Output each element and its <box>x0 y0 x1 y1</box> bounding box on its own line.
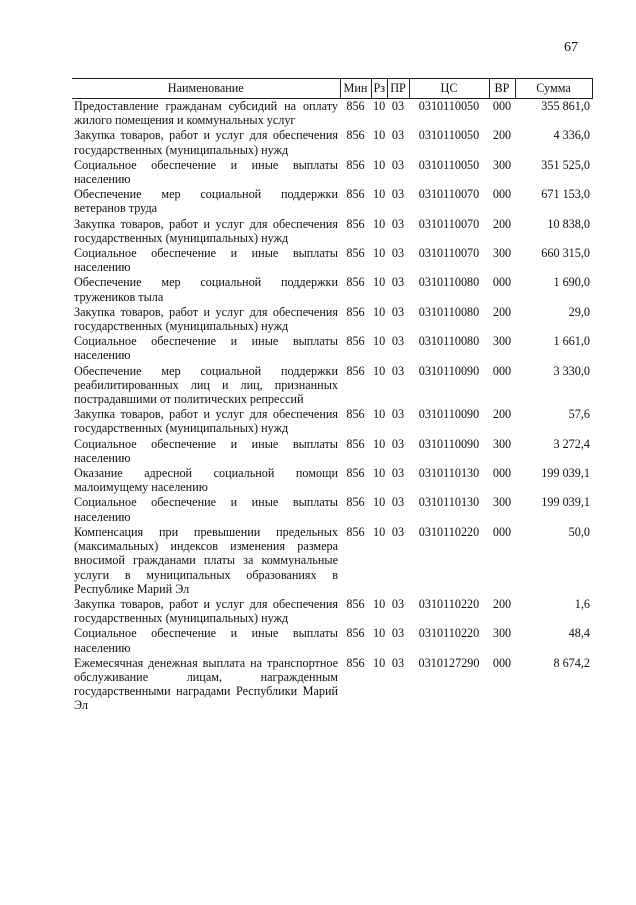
cell-name: Закупка товаров, работ и услуг для обеспечения государственных (муниципальных) нужд <box>74 407 338 436</box>
cell-min: 856 <box>346 436 365 451</box>
header-sum: Сумма <box>515 79 592 99</box>
cell-min: 856 <box>346 334 365 349</box>
cell-sum: 3 330,0 <box>553 363 590 378</box>
table-row <box>72 275 592 304</box>
cell-vr: 300 <box>492 626 512 641</box>
cell-name: Закупка товаров, работ и услуг для обеспечения государственных (муниципальных) нужд <box>74 596 338 626</box>
cell-sum: 671 153,0 <box>541 187 590 202</box>
cell-vr: 000 <box>492 99 512 113</box>
cell-rz: 10 <box>373 436 386 451</box>
cell-sum: 57,6 <box>568 407 590 422</box>
cell-rz: 10 <box>373 187 386 202</box>
cell-min: 856 <box>346 407 365 422</box>
cell-pr: 03 <box>391 655 405 670</box>
table-row <box>72 495 592 524</box>
cell-cs: 0310110090 <box>418 363 480 378</box>
cell-min: 856 <box>346 304 365 319</box>
cell-sum: 351 525,0 <box>541 157 590 172</box>
cell-rz: 10 <box>373 275 386 290</box>
cell-pr: 03 <box>391 216 405 231</box>
table-row <box>72 246 592 275</box>
cell-min: 856 <box>346 187 365 202</box>
cell-vr: 300 <box>492 334 512 349</box>
cell-sum: 1 690,0 <box>553 275 590 290</box>
header-rz: Рз <box>371 79 387 99</box>
cell-cs: 0310110130 <box>418 495 480 510</box>
cell-rz: 10 <box>373 466 386 481</box>
cell-name: Социальное обеспечение и иные выплаты населению <box>74 334 338 363</box>
cell-name: Обеспечение мер социальной поддержки ветеранов труда <box>74 187 338 216</box>
table-row <box>72 466 592 495</box>
cell-rz: 10 <box>373 216 386 231</box>
cell-cs: 0310110050 <box>418 157 480 172</box>
cell-min: 856 <box>346 363 365 378</box>
cell-min: 856 <box>346 157 365 172</box>
cell-cs: 0310110080 <box>418 334 480 349</box>
header-min: Мин <box>340 79 371 99</box>
cell-pr: 03 <box>391 466 405 481</box>
cell-name: Социальное обеспечение и иные выплаты населению <box>74 626 338 655</box>
budget-table <box>72 78 593 714</box>
cell-rz: 10 <box>373 334 386 349</box>
cell-vr: 300 <box>492 246 512 261</box>
cell-min: 856 <box>346 495 365 510</box>
cell-vr: 200 <box>492 128 512 143</box>
cell-pr: 03 <box>391 436 405 451</box>
cell-name: Ежемесячная денежная выплата на транспортное обслуживание лицам, награжденным государственными наградами Республики Марий Эл <box>74 655 338 713</box>
cell-vr: 000 <box>492 524 512 539</box>
cell-min: 856 <box>346 99 365 113</box>
cell-cs: 0310110070 <box>418 187 480 202</box>
table-row <box>72 305 592 334</box>
table-row <box>72 656 592 714</box>
table-row <box>72 626 592 655</box>
cell-sum: 660 315,0 <box>541 246 590 261</box>
cell-pr: 03 <box>391 246 405 261</box>
cell-name: Предоставление гражданам субсидий на оплату жилого помещения и коммунальных услуг <box>74 99 338 128</box>
cell-name: Социальное обеспечение и иные выплаты населению <box>74 157 338 187</box>
cell-sum: 355 861,0 <box>541 99 590 113</box>
cell-sum: 1,6 <box>574 596 590 611</box>
cell-pr: 03 <box>391 524 405 539</box>
cell-rz: 10 <box>373 128 386 143</box>
cell-name: Социальное обеспечение и иные выплаты населению <box>74 495 338 524</box>
cell-vr: 000 <box>492 655 512 670</box>
cell-cs: 0310127290 <box>418 655 480 670</box>
table-row <box>72 525 592 597</box>
cell-sum: 199 039,1 <box>541 466 590 481</box>
cell-cs: 0310110220 <box>418 626 480 641</box>
cell-rz: 10 <box>373 304 386 319</box>
cell-sum: 4 336,0 <box>553 128 590 143</box>
header-cs: ЦС <box>409 79 489 99</box>
cell-pr: 03 <box>391 334 405 349</box>
cell-vr: 000 <box>492 466 512 481</box>
cell-name: Обеспечение мер социальной поддержки реабилитированных лиц и лиц, признанных пострадавшими от политических репрессий <box>74 363 338 407</box>
cell-cs: 0310110090 <box>418 407 480 422</box>
cell-sum: 8 674,2 <box>553 655 590 670</box>
cell-pr: 03 <box>391 596 405 611</box>
cell-sum: 29,0 <box>568 304 590 319</box>
cell-name: Закупка товаров, работ и услуг для обеспечения государственных (муниципальных) нужд <box>74 304 338 334</box>
table-row <box>72 158 592 187</box>
cell-cs: 0310110080 <box>418 275 480 290</box>
cell-rz: 10 <box>373 363 386 378</box>
cell-sum: 50,0 <box>568 524 590 539</box>
cell-name: Компенсация при превышении предельных (максимальных) индексов изменения размера вносимой гражданами платы за коммунальные услуги в муниципальных образованиях в Республике Марий Эл <box>74 524 338 596</box>
cell-cs: 0310110070 <box>418 246 480 261</box>
cell-pr: 03 <box>391 157 405 172</box>
cell-name: Социальное обеспечение и иные выплаты населению <box>74 246 338 275</box>
page-number: 67 <box>564 40 578 55</box>
cell-cs: 0310110220 <box>418 524 480 539</box>
cell-vr: 300 <box>492 495 512 510</box>
cell-pr: 03 <box>391 363 405 378</box>
cell-min: 856 <box>346 596 365 611</box>
cell-vr: 300 <box>492 157 512 172</box>
cell-rz: 10 <box>373 626 386 641</box>
table-row <box>72 364 592 408</box>
cell-pr: 03 <box>391 128 405 143</box>
header-pr: ПР <box>387 79 409 99</box>
cell-sum: 3 272,4 <box>553 436 590 451</box>
table-row <box>72 128 592 157</box>
cell-cs: 0310110050 <box>418 99 480 113</box>
cell-sum: 48,4 <box>568 626 590 641</box>
cell-vr: 200 <box>492 407 512 422</box>
table-row <box>72 437 592 466</box>
cell-vr: 000 <box>492 275 512 290</box>
cell-rz: 10 <box>373 495 386 510</box>
table-row <box>72 187 592 216</box>
cell-sum: 10 838,0 <box>547 216 590 231</box>
cell-vr: 200 <box>492 596 512 611</box>
cell-rz: 10 <box>373 655 386 670</box>
cell-pr: 03 <box>391 187 405 202</box>
cell-cs: 0310110130 <box>418 466 480 481</box>
cell-sum: 1 661,0 <box>553 334 590 349</box>
cell-vr: 200 <box>492 216 512 231</box>
table-row <box>72 597 592 626</box>
cell-cs: 0310110220 <box>418 596 480 611</box>
cell-vr: 000 <box>492 363 512 378</box>
cell-cs: 0310110070 <box>418 216 480 231</box>
cell-name: Социальное обеспечение и иные выплаты населению <box>74 436 338 465</box>
cell-pr: 03 <box>391 495 405 510</box>
cell-vr: 200 <box>492 304 512 319</box>
cell-pr: 03 <box>391 304 405 319</box>
header-vr: ВР <box>489 79 515 99</box>
cell-rz: 10 <box>373 246 386 261</box>
table-header-row <box>72 79 592 99</box>
cell-min: 856 <box>346 524 365 539</box>
cell-name: Оказание адресной социальной помощи малоимущему населению <box>74 466 338 495</box>
cell-pr: 03 <box>391 407 405 422</box>
table-row <box>72 217 592 246</box>
table-row <box>72 99 592 129</box>
cell-min: 856 <box>346 655 365 670</box>
cell-name: Обеспечение мер социальной поддержки тружеников тыла <box>74 275 338 304</box>
cell-min: 856 <box>346 246 365 261</box>
cell-min: 856 <box>346 216 365 231</box>
header-name: Наименование <box>72 79 340 99</box>
cell-min: 856 <box>346 626 365 641</box>
cell-rz: 10 <box>373 524 386 539</box>
cell-rz: 10 <box>373 407 386 422</box>
cell-cs: 0310110080 <box>418 304 480 319</box>
table-row <box>72 334 592 363</box>
cell-name: Закупка товаров, работ и услуг для обеспечения государственных (муниципальных) нужд <box>74 128 338 157</box>
cell-rz: 10 <box>373 157 386 172</box>
cell-min: 856 <box>346 128 365 143</box>
cell-min: 856 <box>346 466 365 481</box>
table-row <box>72 407 592 436</box>
cell-pr: 03 <box>391 626 405 641</box>
cell-vr: 300 <box>492 436 512 451</box>
cell-cs: 0310110050 <box>418 128 480 143</box>
cell-cs: 0310110090 <box>418 436 480 451</box>
cell-pr: 03 <box>391 275 405 290</box>
cell-sum: 199 039,1 <box>541 495 590 510</box>
cell-min: 856 <box>346 275 365 290</box>
cell-pr: 03 <box>391 99 405 113</box>
cell-name: Закупка товаров, работ и услуг для обеспечения государственных (муниципальных) нужд <box>74 216 338 245</box>
table-body <box>72 99 592 714</box>
cell-rz: 10 <box>373 596 386 611</box>
cell-rz: 10 <box>373 99 386 113</box>
cell-vr: 000 <box>492 187 512 202</box>
